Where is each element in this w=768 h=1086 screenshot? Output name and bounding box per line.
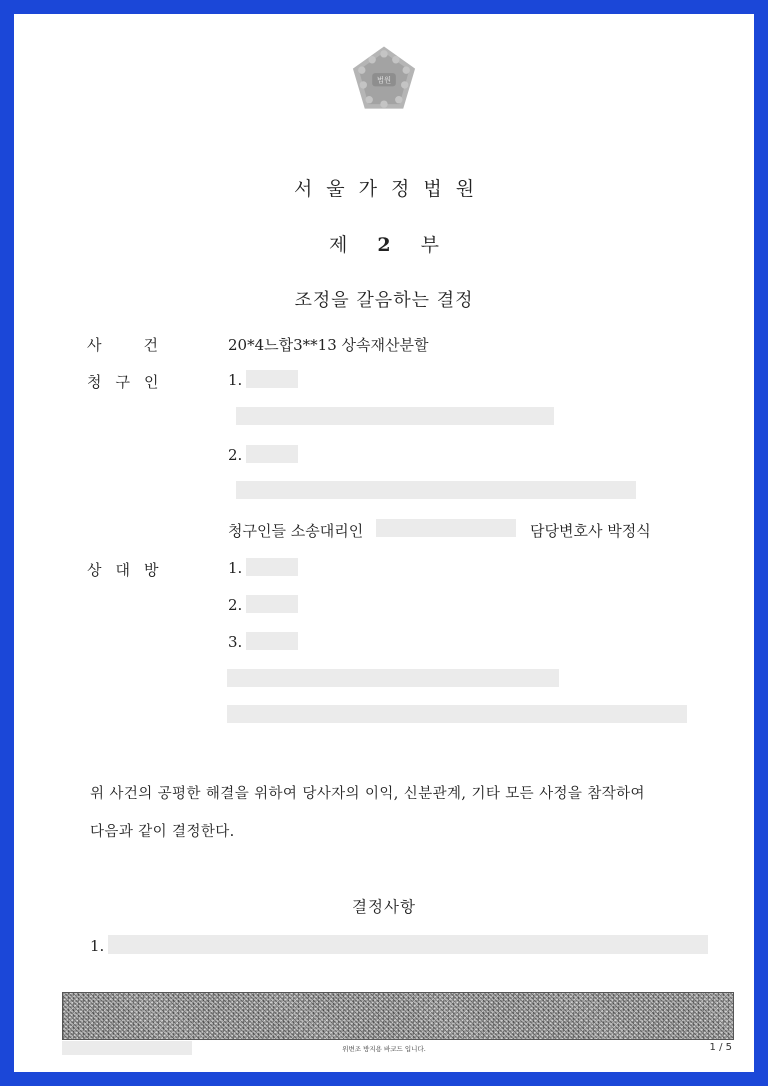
redacted-claimant-name-1 [246, 370, 298, 388]
claimants-label: 청구인 [87, 373, 173, 391]
body-line-2: 다음과 같이 결정한다. [90, 824, 235, 840]
division-suffix: 부 [420, 234, 439, 256]
redacted-decision-text-1 [108, 935, 708, 954]
redacted-respondent-name-3 [246, 632, 298, 650]
respondent-item-2: 2. [228, 596, 243, 614]
court-division [14, 230, 754, 257]
redacted-claimant-address-2 [236, 481, 636, 499]
document-page [14, 14, 754, 1072]
respondents-label: 상대방 [87, 561, 173, 579]
division-number: 2 [377, 234, 391, 256]
redacted-respondent-address-2 [227, 705, 687, 723]
redacted-respondent-name-2 [246, 595, 298, 613]
anti-forgery-barcode [62, 992, 734, 1040]
redacted-claimant-address-1 [236, 407, 554, 425]
redacted-claimant-name-2 [246, 445, 298, 463]
respondent-item-3: 3. [228, 633, 243, 651]
claimant-item-2: 2. [228, 446, 243, 464]
claimant-item-1: 1. [228, 371, 243, 389]
claimants-counsel-suffix: 담당변호사 박정식 [530, 522, 651, 540]
redacted-respondent-address-1 [227, 669, 559, 687]
claimants-counsel-prefix: 청구인들 소송대리인 [228, 522, 364, 540]
redacted-respondent-name-1 [246, 558, 298, 576]
document-title: 조정을 갈음하는 결정 [294, 290, 474, 311]
case-label: 사건 [87, 336, 200, 354]
barcode-note: 위변조 방지용 바코드 입니다. [342, 1045, 426, 1053]
decision-title: 결정사항 [352, 898, 416, 916]
decision-item-1: 1. [90, 937, 105, 955]
respondent-item-1: 1. [228, 559, 243, 577]
case-number: 20*4느합3**13 상속재산분할 [228, 336, 429, 354]
division-prefix: 제 [329, 234, 348, 256]
redacted-law-firm [376, 519, 516, 537]
court-seal-icon [347, 42, 421, 116]
page-number: 1 / 5 [709, 1042, 732, 1053]
court-name: 서울가정법원 [293, 178, 489, 200]
body-line-1: 위 사건의 공평한 해결을 위하여 당사자의 이익, 신분관계, 기타 모든 사정을 참작하여 [90, 786, 645, 802]
court-seal-text: 법원 [376, 75, 392, 85]
